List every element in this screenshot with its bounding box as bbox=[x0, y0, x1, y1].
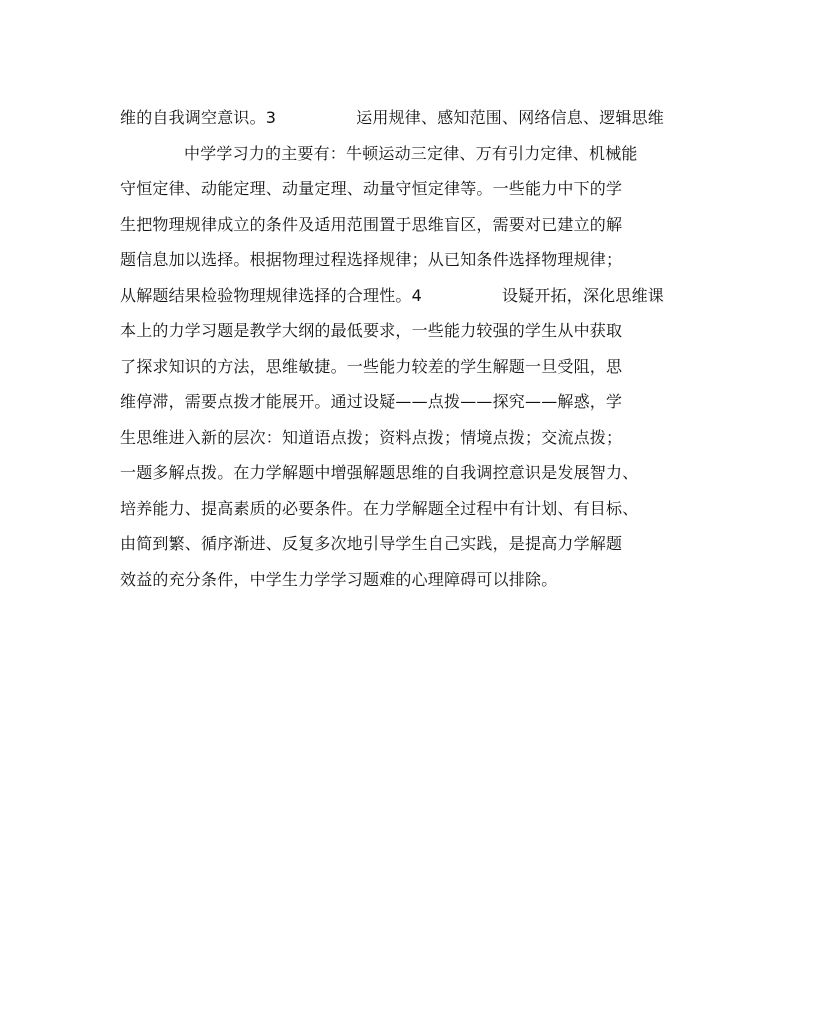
text-line: 中学学习力的主要有：牛顿运动三定律、万有引力定律、机械能 bbox=[184, 143, 638, 163]
line-segment: 设疑开拓，深化思维课 bbox=[501, 285, 664, 305]
text-line: 维停滞，需要点拨才能展开。通过设疑——点拨——探究——解惑，学 bbox=[120, 392, 623, 411]
text-line: 培养能力、提高素质的必要条件。在力学解题全过程中有计划、有目标、 bbox=[120, 498, 639, 518]
text-line: 本上的力学习题是教学大纲的最低要求，一些能力较强的学生从中获取 bbox=[120, 321, 623, 340]
text-line: 一题多解点拨。在力学解题中增强解题思维的自我调控意识是发展智力、 bbox=[120, 463, 639, 482]
text-line: 生思维进入新的层次：知道语点拨；资料点拨；情境点拨；交流点拨； bbox=[120, 427, 623, 447]
text-line: 了探求知识的方法，思维敏捷。一些能力较差的学生解题一旦受阻，思 bbox=[120, 356, 623, 376]
text-line: 由简到繁、循序渐进、反复多次地引导学生自己实践，是提高力学解题 bbox=[120, 534, 623, 553]
line-segment: 运用规律、感知范围、网络信息、逻辑思维 bbox=[356, 108, 664, 127]
body-text bbox=[120, 100, 710, 597]
text-line bbox=[120, 100, 710, 136]
text-line: 生把物理规律成立的条件及适用范围置于思维盲区，需要对已建立的解 bbox=[120, 214, 623, 234]
text-line bbox=[120, 278, 710, 314]
line-segment: 维的自我调空意识。3 bbox=[120, 108, 277, 127]
text-line: 守恒定律、动能定理、动量定理、动量守恒定律等。一些能力中下的学 bbox=[120, 179, 623, 198]
text-line: 题信息加以选择。根据物理过程选择规律；从已知条件选择物理规律； bbox=[120, 250, 623, 269]
line-segment: 从解题结果检验物理规律选择的合理性。4 bbox=[120, 285, 422, 305]
text-line: 效益的充分条件，中学生力学学习题难的心理障碍可以排除。 bbox=[120, 569, 558, 589]
